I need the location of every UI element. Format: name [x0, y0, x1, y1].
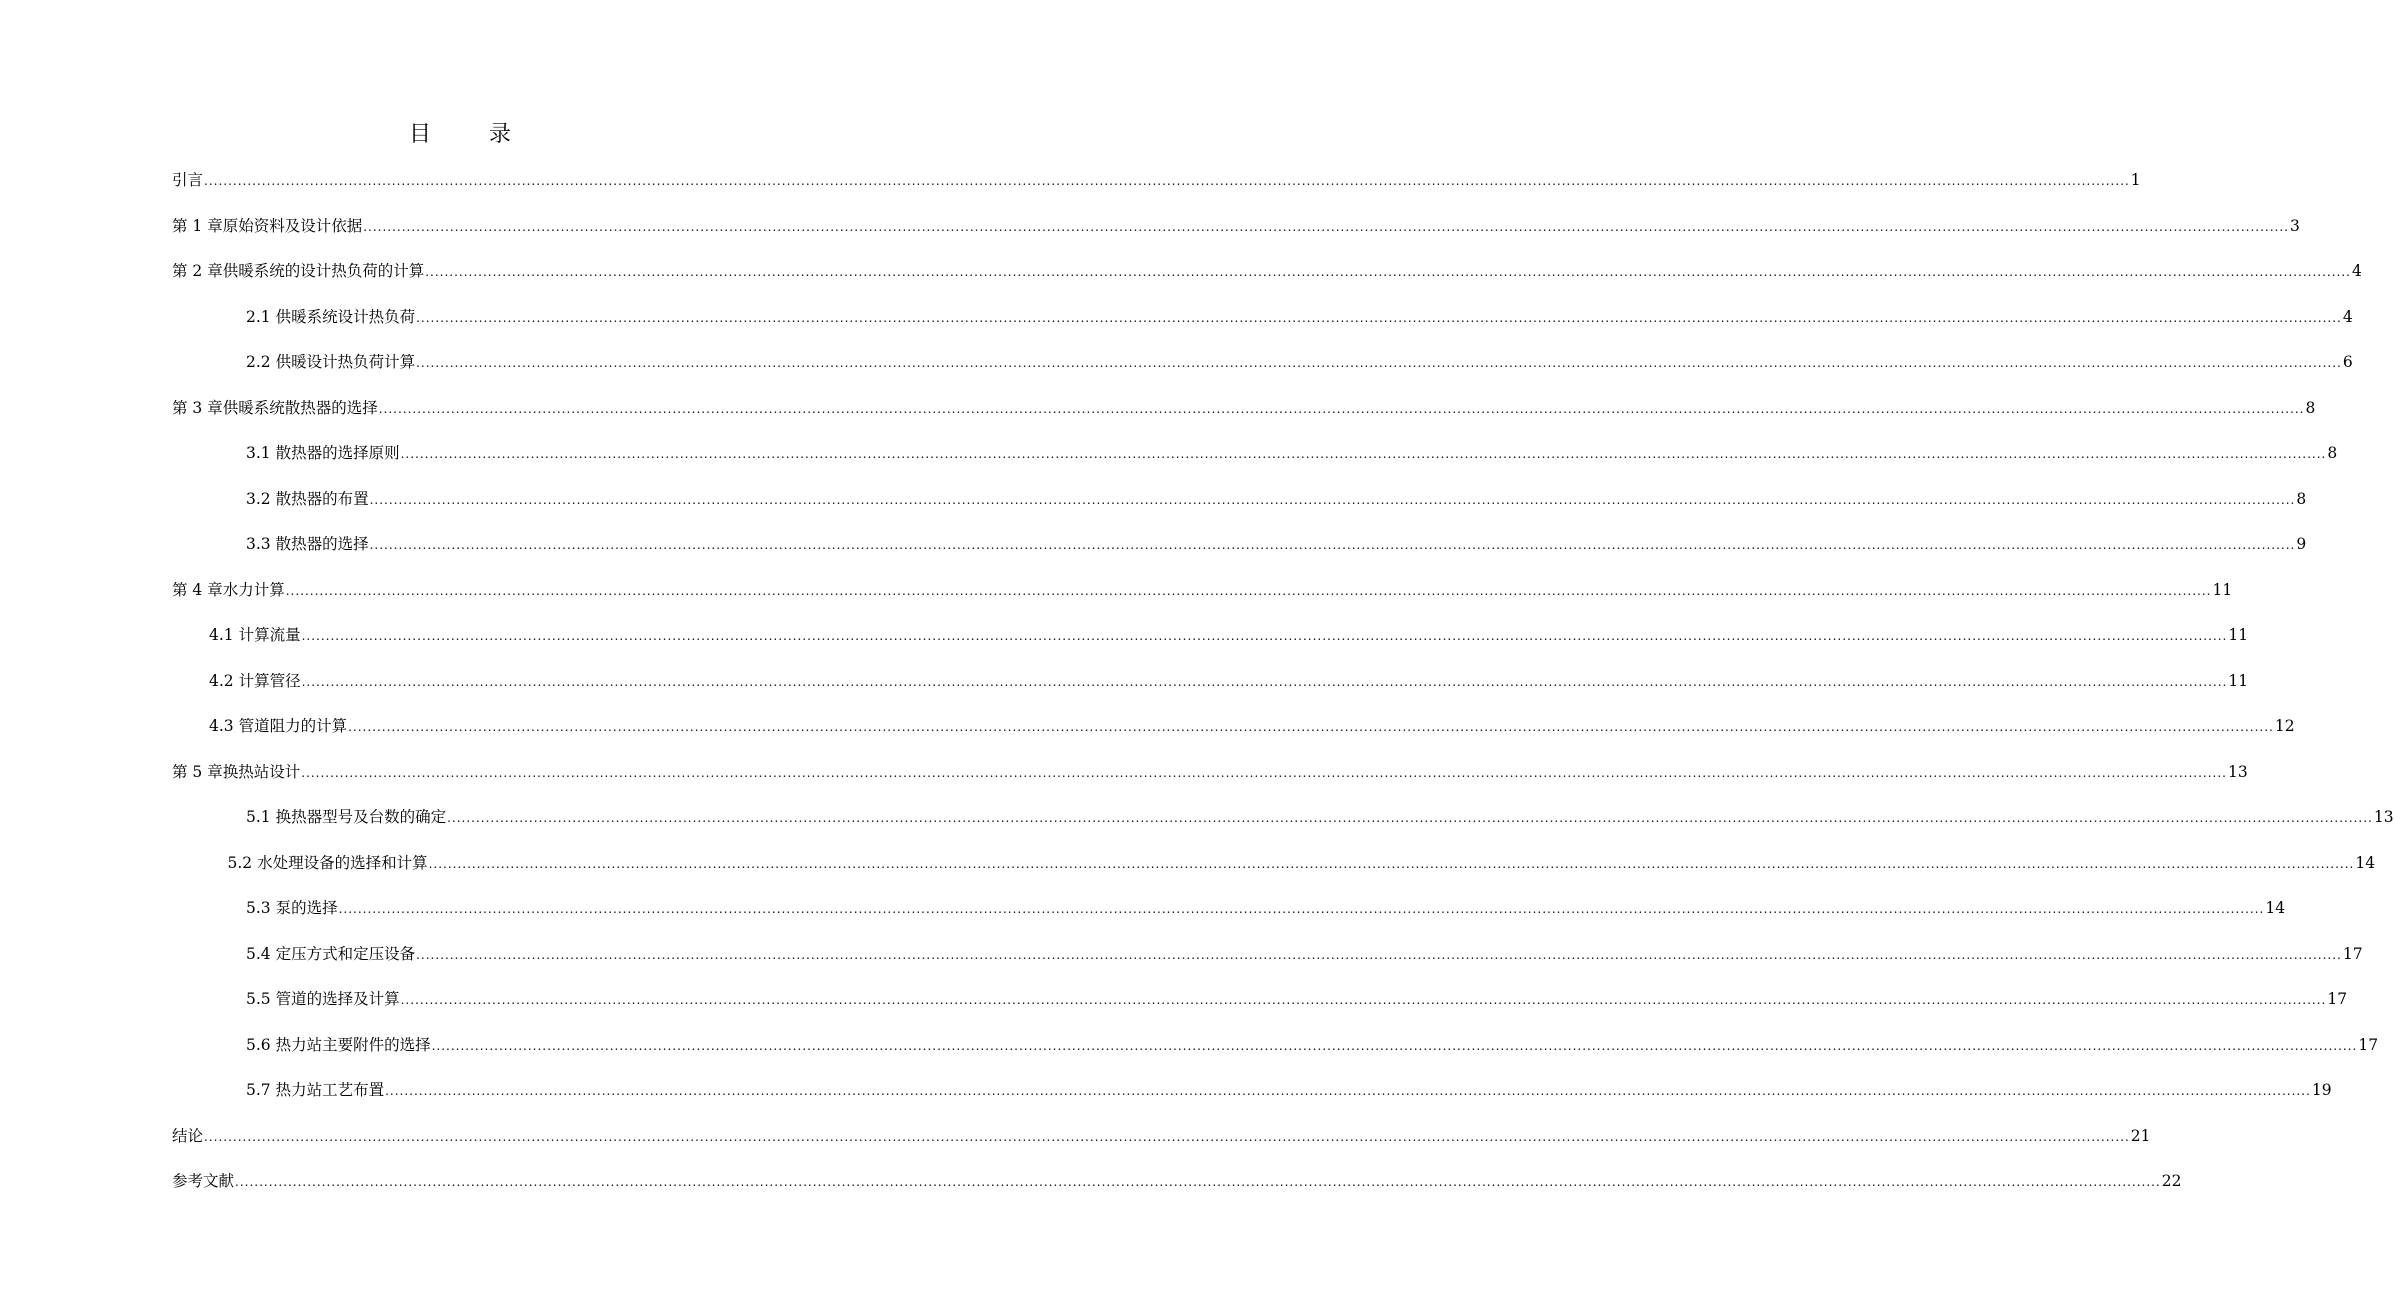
toc-entry-label: 3.3 散热器的选择 — [246, 535, 369, 553]
toc-entry-label: 5.4 定压方式和定压设备 — [246, 944, 416, 963]
toc-entry-page-number: 11 — [2228, 626, 2249, 644]
dot-leader: ................................................................................................................................................................................................................................................................................................................................................................................................................ — [416, 947, 2342, 962]
dot-leader: ................................................................................................................................................................................................................................................................................................................................................................................................................ — [235, 1175, 2161, 1189]
toc-entry-label: 5.3 泵的选择 — [246, 899, 338, 917]
toc-entry[interactable] — [0, 257, 2362, 285]
toc-entry-label: 第 4 章水力计算 — [172, 580, 285, 599]
toc-entry-page-number: 22 — [2161, 1172, 2182, 1190]
dot-leader: ................................................................................................................................................................................................................................................................................................................................................................................................................ — [285, 583, 2212, 598]
toc-entry-label: 结论 — [172, 1126, 204, 1145]
toc-entry-page-number: 17 — [2327, 990, 2348, 1008]
toc-entry[interactable] — [0, 348, 2353, 376]
toc-entry-page-number: 13 — [2373, 808, 2394, 826]
toc-entry-label: 4.1 计算流量 — [209, 626, 301, 644]
toc-entry-label: 3.1 散热器的选择原则 — [246, 444, 400, 462]
toc-entry-label: 3.2 散热器的布置 — [246, 489, 369, 508]
toc-entry-page-number: 14 — [2265, 899, 2286, 917]
toc-entry-page-number: 8 — [2305, 398, 2316, 417]
toc-entry-page-number: 14 — [2355, 853, 2376, 872]
toc-entry-label: 5.7 热力站工艺布置 — [246, 1081, 385, 1099]
toc-entry[interactable] — [0, 712, 2295, 740]
toc-entry-page-number: 1 — [2130, 171, 2141, 189]
dot-leader: ................................................................................................................................................................................................................................................................................................................................................................................................................ — [348, 720, 2274, 734]
toc-entry-page-number: 9 — [2296, 535, 2307, 553]
toc-entry-label: 引言 — [172, 171, 204, 189]
toc-entry-label: 5.1 换热器型号及台数的确定 — [246, 808, 447, 826]
dot-leader: ................................................................................................................................................................................................................................................................................................................................................................................................................ — [447, 811, 2373, 825]
toc-entry[interactable] — [0, 849, 2376, 877]
toc-entry-label: 4.3 管道阻力的计算 — [209, 717, 348, 735]
toc-entry[interactable] — [0, 439, 2338, 467]
toc-entry[interactable] — [0, 303, 2353, 331]
toc-entry-label: 第 1 章原始资料及设计依据 — [172, 216, 363, 235]
dot-leader: ................................................................................................................................................................................................................................................................................................................................................................................................................ — [338, 902, 2265, 916]
toc-entry-page-number: 11 — [2212, 580, 2233, 599]
dot-leader: ................................................................................................................................................................................................................................................................................................................................................................................................................ — [416, 356, 2342, 370]
dot-leader: ................................................................................................................................................................................................................................................................................................................................................................................................................ — [431, 1038, 2358, 1053]
toc-entry[interactable] — [0, 530, 2307, 558]
toc-entry[interactable] — [0, 1076, 2332, 1104]
toc-entry-label: 5.6 热力站主要附件的选择 — [246, 1035, 431, 1054]
toc-entry[interactable] — [0, 621, 2249, 649]
dot-leader: ................................................................................................................................................................................................................................................................................................................................................................................................................ — [369, 492, 2296, 507]
toc-entry-label: 第 3 章供暖系统散热器的选择 — [172, 398, 378, 417]
toc-entry[interactable] — [0, 803, 2394, 831]
toc-entry-label: 4.2 计算管径 — [209, 671, 301, 690]
toc-entry-page-number: 17 — [2358, 1035, 2379, 1054]
dot-leader: ................................................................................................................................................................................................................................................................................................................................................................................................................ — [204, 174, 2130, 188]
toc-entry-label: 2.2 供暖设计热负荷计算 — [246, 353, 416, 371]
toc-entry-page-number: 8 — [2296, 489, 2307, 508]
dot-leader: ................................................................................................................................................................................................................................................................................................................................................................................................................ — [204, 1129, 2130, 1144]
dot-leader: ................................................................................................................................................................................................................................................................................................................................................................................................................ — [369, 538, 2296, 552]
toc-entry-label: 5.5 管道的选择及计算 — [246, 990, 400, 1008]
dot-leader: ................................................................................................................................................................................................................................................................................................................................................................................................................ — [301, 629, 2228, 643]
toc-entry-page-number: 13 — [2228, 762, 2248, 781]
toc-entry-label: 第 5 章换热站设计 — [172, 762, 301, 781]
toc-entry-page-number: 19 — [2311, 1081, 2332, 1099]
toc-entry-page-number: 6 — [2342, 353, 2353, 371]
toc-entry-page-number: 11 — [2228, 671, 2249, 690]
toc-entry[interactable] — [0, 985, 2348, 1013]
dot-leader: ................................................................................................................................................................................................................................................................................................................................................................................................................ — [385, 1084, 2311, 1098]
toc-entry-label: 参考文献 — [172, 1172, 235, 1190]
dot-leader: ................................................................................................................................................................................................................................................................................................................................................................................................................ — [428, 856, 2355, 871]
toc-entry[interactable] — [0, 1031, 2379, 1059]
dot-leader: ................................................................................................................................................................................................................................................................................................................................................................................................................ — [400, 993, 2327, 1007]
toc-entry-page-number: 17 — [2342, 944, 2363, 963]
dot-leader: ................................................................................................................................................................................................................................................................................................................................................................................................................ — [378, 401, 2305, 416]
toc-entry[interactable] — [0, 894, 2286, 922]
dot-leader: ................................................................................................................................................................................................................................................................................................................................................................................................................ — [416, 310, 2342, 325]
toc-entry-page-number: 4 — [2352, 262, 2362, 280]
dot-leader: ................................................................................................................................................................................................................................................................................................................................................................................................................ — [363, 219, 2289, 234]
toc-entry[interactable] — [0, 166, 2141, 194]
toc-entry[interactable] — [0, 576, 2233, 604]
toc-entry[interactable] — [0, 667, 2249, 695]
toc-entry-page-number: 3 — [2290, 216, 2300, 235]
dot-leader: ................................................................................................................................................................................................................................................................................................................................................................................................................ — [400, 447, 2327, 461]
toc-entry-page-number: 8 — [2327, 444, 2338, 462]
toc-entry[interactable] — [0, 758, 2248, 786]
toc-entry[interactable] — [0, 940, 2363, 968]
toc-entry[interactable] — [0, 394, 2316, 422]
toc-entry[interactable] — [0, 212, 2300, 240]
toc-entry-label: 5.2 水处理设备的选择和计算 — [227, 853, 428, 872]
toc-title: 目 录 — [408, 122, 529, 147]
toc-entry[interactable] — [0, 485, 2307, 513]
dot-leader: ................................................................................................................................................................................................................................................................................................................................................................................................................ — [425, 265, 2351, 279]
toc-entry[interactable] — [0, 1122, 2151, 1150]
toc-entry-page-number: 4 — [2342, 307, 2353, 326]
toc-entry[interactable] — [0, 1167, 2182, 1195]
toc-entry-page-number: 12 — [2274, 717, 2295, 735]
dot-leader: ................................................................................................................................................................................................................................................................................................................................................................................................................ — [301, 674, 2228, 689]
toc-entry-page-number: 21 — [2130, 1126, 2151, 1145]
dot-leader: ................................................................................................................................................................................................................................................................................................................................................................................................................ — [301, 765, 2227, 780]
toc-entry-label: 第 2 章供暖系统的设计热负荷的计算 — [172, 262, 425, 280]
toc-entry-label: 2.1 供暖系统设计热负荷 — [246, 307, 416, 326]
